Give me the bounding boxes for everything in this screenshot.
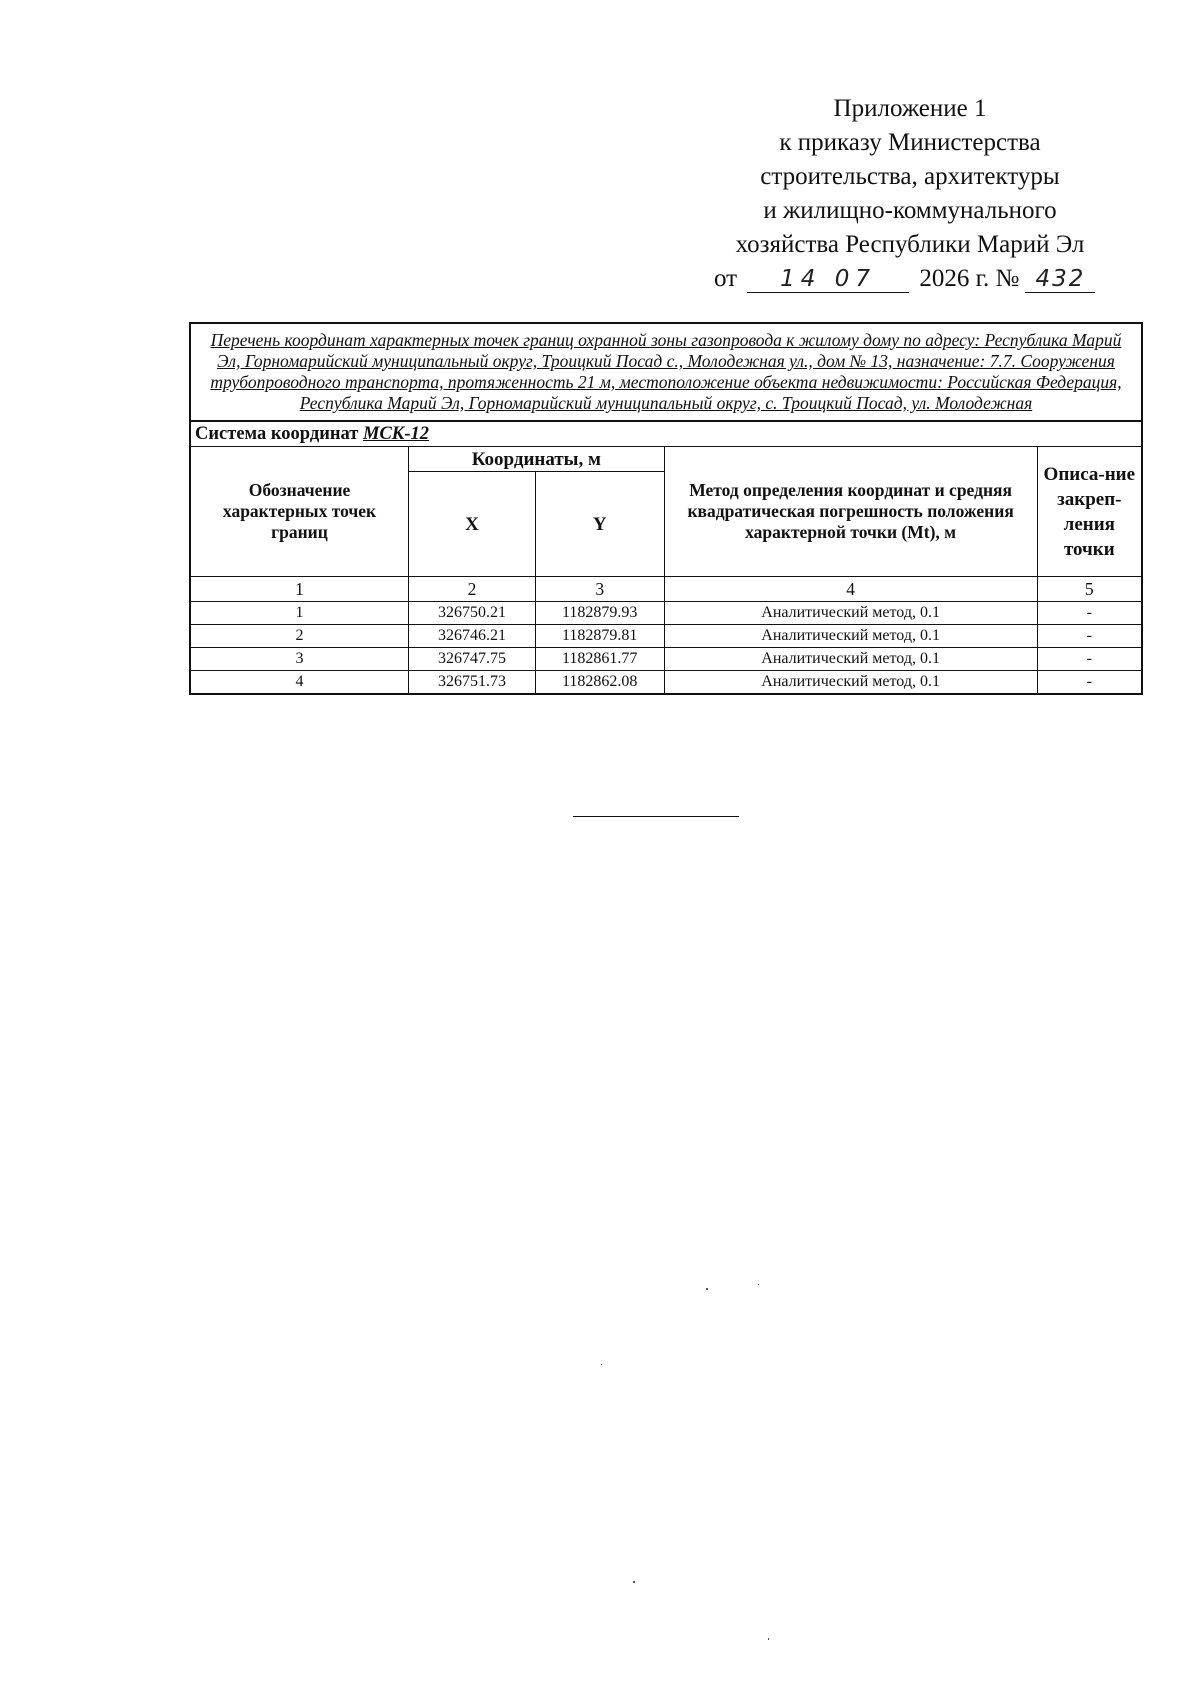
scan-speck bbox=[633, 1581, 635, 1583]
coordinate-system bbox=[190, 421, 1142, 447]
table-row bbox=[190, 625, 1142, 648]
cell-point: 4 bbox=[190, 671, 409, 695]
cell-y: 1182862.08 bbox=[535, 671, 664, 695]
cell-description: - bbox=[1037, 671, 1142, 695]
year-text: 2026 г. № bbox=[919, 265, 1020, 292]
appendix-line: хозяйства Республики Марий Эл bbox=[735, 231, 1085, 258]
header-coordinates: Координаты, м bbox=[409, 447, 665, 472]
scan-speck bbox=[768, 1638, 769, 1640]
cell-description: - bbox=[1037, 648, 1142, 671]
header-x: X bbox=[409, 472, 536, 577]
cell-x: 326747.75 bbox=[409, 648, 536, 671]
scan-speck bbox=[706, 1288, 708, 1290]
cell-method: Аналитический метод, 0.1 bbox=[664, 671, 1037, 695]
coordinate-system-value: МСК-12 bbox=[363, 423, 429, 444]
table-row bbox=[190, 671, 1142, 695]
cell-point: 2 bbox=[190, 625, 409, 648]
column-number: 4 bbox=[664, 577, 1037, 602]
cell-method: Аналитический метод, 0.1 bbox=[664, 625, 1037, 648]
cell-y: 1182879.81 bbox=[535, 625, 664, 648]
appendix-line: к приказу Министерства bbox=[779, 129, 1041, 156]
cell-method: Аналитический метод, 0.1 bbox=[664, 648, 1037, 671]
header-description: Описа-ние закреп-ления точки bbox=[1037, 447, 1142, 577]
scan-speck bbox=[758, 1284, 759, 1285]
separator-line bbox=[573, 816, 739, 817]
table-row bbox=[190, 602, 1142, 625]
table-title: Перечень координат характерных точек границ охранной зоны газопровода к жилому дому по адресу: Республика Марий Эл, Горномарийский муниципальный округ, Троицкий Посад с., Молодежная ул., дом № 13, назначение: 7.7. Сооружения трубопроводного транспорта, протяженность 21 м, местоположение объекта недвижимости: Российская Федерация, Республика Марий Эл, Горномарийский муниципальный округ, с. Троицкий Посад, ул. Молодежная bbox=[190, 323, 1142, 421]
cell-x: 326751.73 bbox=[409, 671, 536, 695]
cell-y: 1182879.93 bbox=[535, 602, 664, 625]
header-method: Метод определения координат и средняя квадратическая погрешность положения характерной точки (Mt), м bbox=[664, 447, 1037, 577]
coordinate-system-label: Система координат bbox=[195, 423, 359, 444]
appendix-header bbox=[700, 92, 1120, 296]
cell-method: Аналитический метод, 0.1 bbox=[664, 602, 1037, 625]
column-number: 3 bbox=[535, 577, 664, 602]
handwritten-order-number: 432 bbox=[1025, 266, 1095, 293]
cell-point: 3 bbox=[190, 648, 409, 671]
scan-speck bbox=[601, 1364, 602, 1365]
handwritten-date: 14 07 bbox=[747, 266, 909, 293]
header-point-designation: Обозначение характерных точек границ bbox=[190, 447, 409, 577]
cell-x: 326750.21 bbox=[409, 602, 536, 625]
appendix-line: и жилищно-коммунального bbox=[763, 197, 1057, 224]
appendix-line: строительства, архитектуры bbox=[760, 163, 1060, 190]
header-y: Y bbox=[535, 472, 664, 577]
cell-description: - bbox=[1037, 602, 1142, 625]
cell-x: 326746.21 bbox=[409, 625, 536, 648]
column-number: 1 bbox=[190, 577, 409, 602]
cell-description: - bbox=[1037, 625, 1142, 648]
cell-point: 1 bbox=[190, 602, 409, 625]
column-number-row bbox=[190, 577, 1142, 602]
table-row bbox=[190, 648, 1142, 671]
column-number: 5 bbox=[1037, 577, 1142, 602]
date-prefix: от bbox=[714, 265, 738, 292]
appendix-line: Приложение 1 bbox=[833, 95, 987, 122]
cell-y: 1182861.77 bbox=[535, 648, 664, 671]
coordinates-table bbox=[189, 322, 1143, 695]
order-date-line bbox=[700, 262, 1120, 296]
column-number: 2 bbox=[409, 577, 536, 602]
